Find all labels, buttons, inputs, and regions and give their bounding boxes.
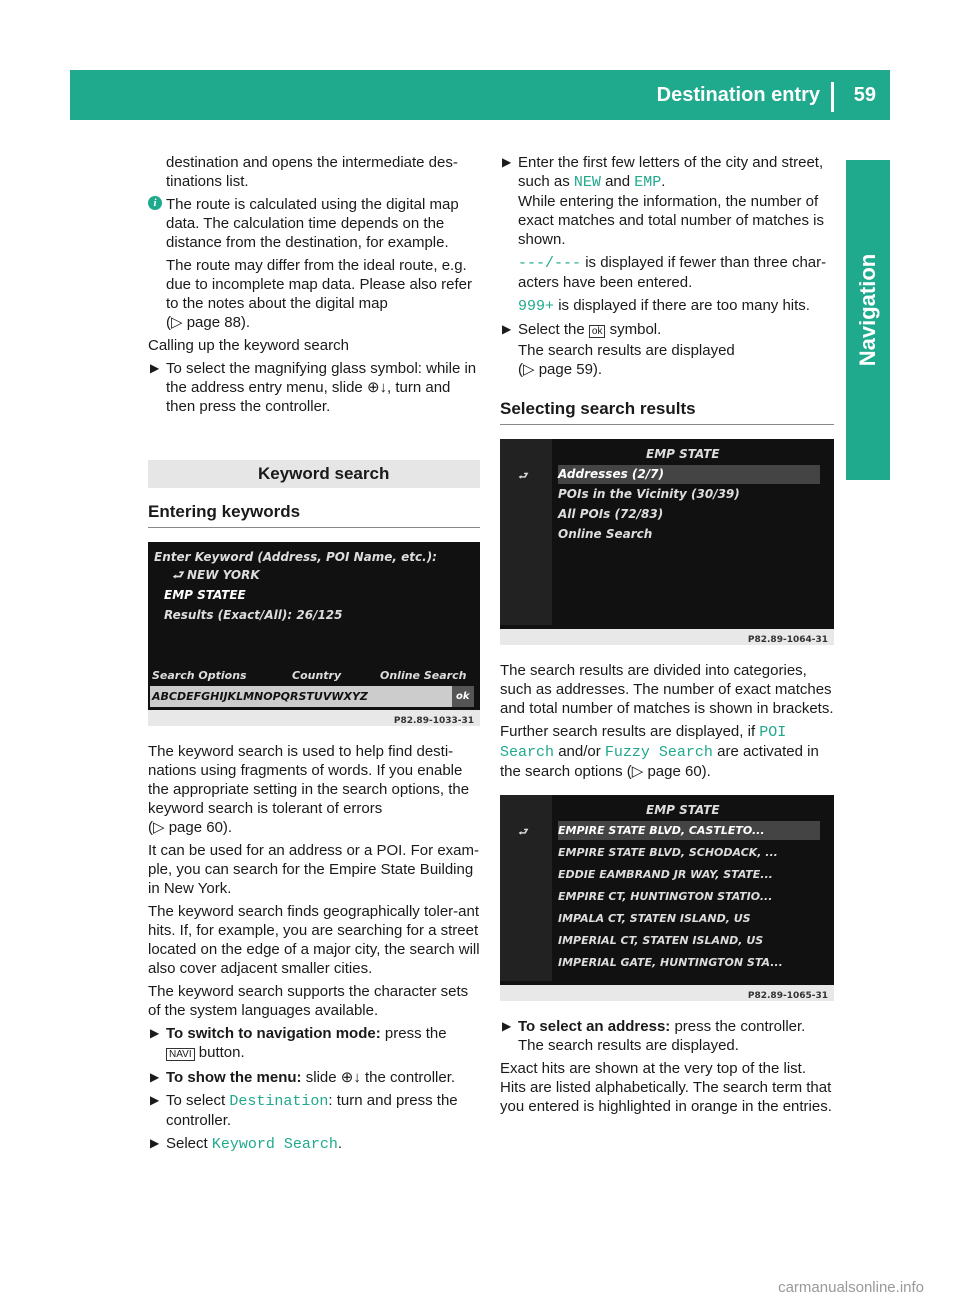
paragraph [500,722,834,781]
screen-row [172,566,260,585]
screen-row: Results (Exact/All): 26/125 [164,608,343,622]
screen-row: IMPALA CT, STATEN ISLAND, US [558,912,751,925]
step-text: Enter the first few letters of the city and street, such as [518,154,824,190]
image-caption: P82.89-1065-31 [747,991,828,1001]
screen-option: Country [292,669,342,682]
step-label: To select an address: [518,1018,671,1035]
paragraph: The keyword search supports the character sets of the system languages available. [148,983,469,1019]
step-label: To show the menu: [166,1069,302,1086]
step [148,359,480,416]
step-text: press the controller. [674,1018,806,1035]
screen-row: Online Search [558,527,653,541]
menu-term: EMP [634,174,662,191]
paragraph: Exact hits are shown at the very top of the list. Hits are listed alphabetically. The search term that you entered is highlighted in orange in the entries. [500,1060,832,1115]
page-ref: (▷ page 88). [166,314,251,331]
screen-row: EMPIRE CT, HUNTINGTON STATIO... [558,890,773,903]
screenshot-keyword-entry [148,542,480,726]
screenshot-search-results [500,795,834,1001]
ok-key-icon: ok [589,325,606,338]
image-caption-bar [148,710,480,726]
screen-row: POIs in the Vicinity (30/39) [558,487,740,501]
step [148,1091,480,1130]
step-text: While entering the information, the number of exact matches and total number of matches is shown. [518,193,824,248]
screenshot-search-categories [500,439,834,645]
menu-term: NEW [573,174,601,191]
watermark: carmanualsonline.info [778,1279,924,1296]
paragraph-text: is displayed if there are too many hits. [558,297,810,314]
step-text: . [661,173,666,190]
screen-row: IMPERIAL CT, STATEN ISLAND, US [558,934,764,947]
screen-row-selected: Addresses (2/7) [558,465,820,484]
screen-row: EMP STATEE [164,588,246,602]
screen-option: Online Search [380,669,467,682]
step-text: symbol. [609,321,662,338]
paragraph [500,253,834,292]
step-arrow-icon: ▶ [150,1093,160,1107]
page-number: 59 [853,84,876,106]
page-ref: (▷ page 59). [518,361,603,378]
paragraph [500,296,834,316]
screen-row: All POIs (72/83) [558,507,664,521]
paragraph-text: Further search results are displayed, if [500,723,756,740]
step-text: Select the [518,321,585,338]
step [500,1017,834,1055]
step-text: The search results are displayed. [518,1037,739,1054]
step-arrow-icon: ▶ [502,1019,512,1033]
paragraph: Calling up the keyword search [148,337,349,354]
screen-title: Enter Keyword (Address, POI Name, etc.): [154,550,437,564]
screen-option: Search Options [152,669,247,682]
step-arrow-icon: ▶ [150,1136,160,1150]
step [500,153,834,249]
section-band: Keyword search [148,460,480,488]
page-ref: (▷ page 60). [148,819,233,836]
screen-row-text: NEW YORK [186,568,260,582]
paragraph-text: The keyword search is used to help find desti-nations using fragments of words. If you enable the appropriate setting in the search options, the keyword search is tolerant of errors [148,743,470,817]
screen-title: EMP STATE [646,803,720,817]
paragraph [148,256,480,332]
step-text: . [337,1135,343,1152]
menu-term: Fuzzy Search [604,744,713,761]
page-header [70,70,890,120]
step-arrow-icon: ▶ [502,322,512,336]
info-icon: i [148,196,162,210]
screen-row: IMPERIAL GATE, HUNTINGTON STA... [558,956,783,969]
image-caption-bar [500,629,834,645]
image-caption: P82.89-1064-31 [747,635,828,645]
right-column [500,153,834,1120]
info-text: The route is calculated using the digital map data. The calculation time depends on the distance from the destination, for example. [166,196,459,251]
image-caption-bar [500,985,834,1001]
menu-term: ---/--- [518,255,582,272]
step-arrow-icon: ▶ [150,1026,160,1040]
step-text: Select [166,1135,208,1152]
header-divider [831,82,834,112]
paragraph: The search results are divided into categories, such as addresses. The number of exact matches and total number of matches is shown in brackets. [500,662,834,717]
back-icon: ⮐ [518,471,527,482]
step-text: : turn and press the controller. [166,1092,458,1129]
screen-row: EMPIRE STATE BLVD, SCHODACK, ... [558,846,778,859]
screen-row: EDDIE EAMBRAND JR WAY, STATE... [558,868,773,881]
navi-key-icon: NAVI [166,1048,195,1061]
paragraph-text: are activated in the search options (▷ page 60). [500,743,819,780]
step-text: slide ⊕↓ the controller. [305,1069,456,1086]
section-heading: Selecting search results [500,399,834,425]
paragraph-text: The route may differ from the ideal route, e.g. due to incomplete map data. Please also refer to the notes about the digital map [166,257,473,312]
menu-term: 999+ [518,298,555,315]
section-heading: Entering keywords [148,502,480,528]
step [500,320,834,379]
step-label: To switch to navigation mode: [166,1025,381,1042]
step-text: press the [384,1025,447,1042]
menu-term: POI Search [500,724,787,761]
paragraph: destination and opens the intermediate des-tinations list. [166,154,458,190]
left-column [148,153,480,1158]
screen-row-selected: EMPIRE STATE BLVD, CASTLETO... [558,821,820,840]
step-text: and [605,173,631,190]
menu-term: Destination [229,1093,329,1110]
paragraph-text: is displayed if fewer than three char-acters have been entered. [518,254,827,291]
side-tab [846,160,890,480]
step-text: To select the magnifying glass symbol: while in the address entry menu, slide ⊕↓, turn and then press the controller. [166,360,477,415]
step-text: The search results are displayed [518,342,735,359]
section-title: Destination entry [656,84,820,106]
screen-keyboard: ABCDEFGHIJKLMNOPQRSTUVWXYZ [150,686,456,707]
step-arrow-icon: ▶ [150,361,160,375]
step-text: To select [166,1092,226,1109]
info-note [148,195,480,252]
step [148,1024,480,1064]
step-text: button. [198,1044,245,1061]
back-icon: ⮐ [172,568,187,582]
back-icon: ⮐ [518,827,527,838]
screen-ok-key: ok [452,686,474,707]
menu-term: Keyword Search [211,1136,338,1153]
paragraph-text: and/or [558,743,601,760]
image-caption: P82.89-1033-31 [393,716,474,726]
paragraph: It can be used for an address or a POI. For exam-ple, you can search for the Empire State Building in New York. [148,842,479,897]
paragraph [148,742,480,837]
step-arrow-icon: ▶ [502,155,512,169]
side-tab-label: Navigation [855,253,880,367]
step-arrow-icon: ▶ [150,1070,160,1084]
step [148,1134,480,1154]
screen-title: EMP STATE [646,447,720,461]
paragraph: The keyword search finds geographically toler-ant hits. If, for example, you are searching for a street located on the edge of a major city, the search will also cover adjacent smaller cities. [148,903,480,977]
step [148,1068,480,1087]
